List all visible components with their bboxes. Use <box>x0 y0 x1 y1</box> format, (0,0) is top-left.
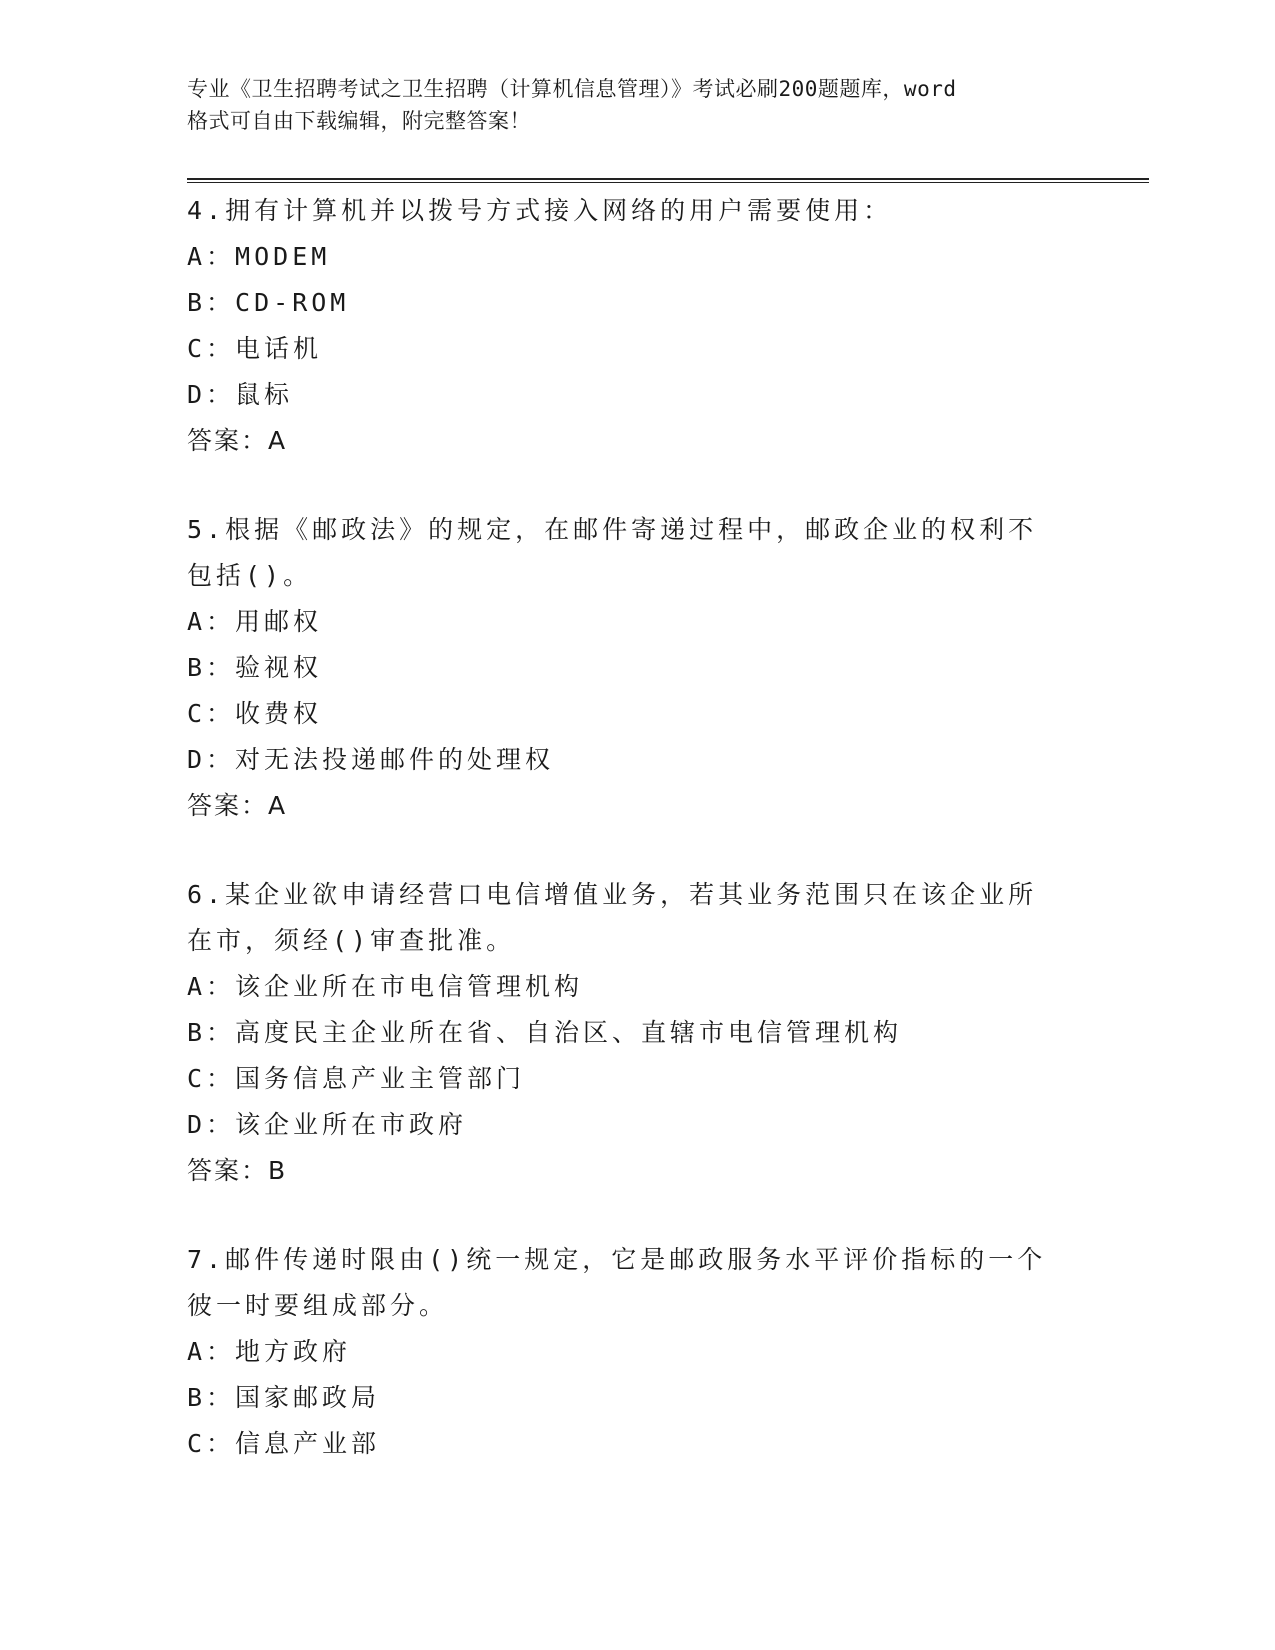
header-line-2: 格式可自由下载编辑，附完整答案！ <box>187 109 531 133</box>
option-a: A：地方政府 <box>187 1337 352 1366</box>
question-block-5 <box>187 507 1087 829</box>
question-block-6 <box>187 872 1087 1194</box>
option-a: A：用邮权 <box>187 607 323 636</box>
question-block-4 <box>187 188 1087 464</box>
answer-line <box>187 783 1087 829</box>
header-divider <box>187 178 1149 183</box>
spacer <box>187 464 1087 507</box>
header-line-1: 专业《卫生招聘考试之卫生招聘（计算机信息管理）》考试必刷200题题库，word <box>187 77 957 101</box>
option-c: C：收费权 <box>187 699 323 728</box>
question-list <box>187 188 1087 1467</box>
spacer <box>187 829 1087 872</box>
question-stem: 7.邮件传递时限由()统一规定，它是邮政服务水平评价指标的一个彼一时要组成部分。 <box>187 1245 1047 1320</box>
option-c: C：电话机 <box>187 334 323 363</box>
option-d: D：该企业所在市政府 <box>187 1110 468 1139</box>
answer-label: 答案： <box>187 1156 269 1185</box>
answer-line <box>187 1148 1087 1194</box>
question-stem: 4.拥有计算机并以拨号方式接入网络的用户需要使用： <box>187 196 893 225</box>
answer-line <box>187 418 1087 464</box>
answer-value: A <box>268 791 288 820</box>
option-c: C：国务信息产业主管部门 <box>187 1064 526 1093</box>
spacer <box>187 1194 1087 1237</box>
option-d: D：对无法投递邮件的处理权 <box>187 745 555 774</box>
option-b: B：国家邮政局 <box>187 1383 381 1412</box>
document-header <box>187 73 1087 137</box>
option-a: A：MODEM <box>187 242 331 271</box>
answer-label: 答案： <box>187 426 269 455</box>
question-stem: 5.根据《邮政法》的规定，在邮件寄递过程中，邮政企业的权利不包括()。 <box>187 515 1038 590</box>
option-b: B：高度民主企业所在省、自治区、直辖市电信管理机构 <box>187 1018 903 1047</box>
option-a: A：该企业所在市电信管理机构 <box>187 972 584 1001</box>
option-b: B：验视权 <box>187 653 323 682</box>
question-stem: 6.某企业欲申请经营口电信增值业务，若其业务范围只在该企业所在市，须经()审查批准。 <box>187 880 1038 955</box>
option-b: B：CD-ROM <box>187 288 350 317</box>
option-d: D：鼠标 <box>187 380 294 409</box>
option-c: C：信息产业部 <box>187 1429 381 1458</box>
answer-label: 答案： <box>187 791 269 820</box>
answer-value: B <box>268 1156 288 1185</box>
question-block-7 <box>187 1237 1087 1467</box>
answer-value: A <box>268 426 288 455</box>
